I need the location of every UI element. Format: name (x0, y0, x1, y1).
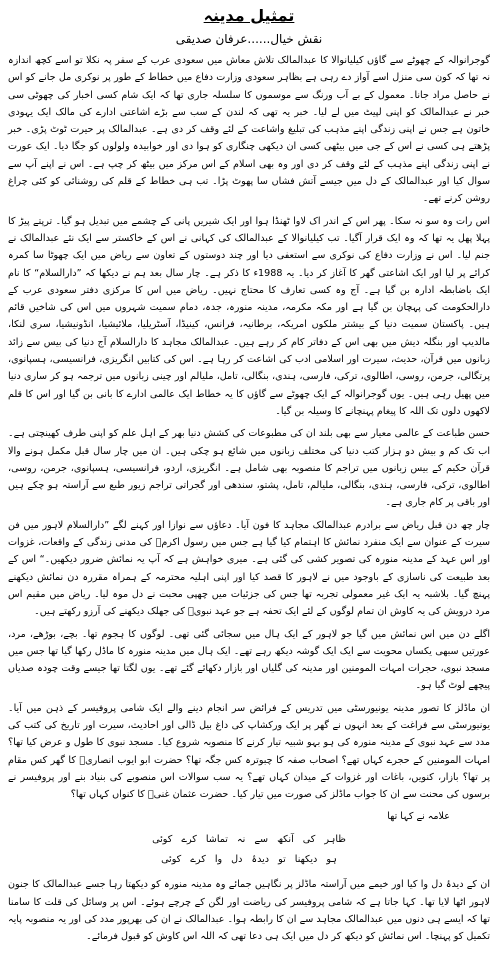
poem-line-2: ہو دیکھنا تو دیدۂ دل وا کرے کوئی (161, 854, 337, 866)
paragraph: ان کے دیدۂ دل وا کیا اور خیمے میں آراستہ ماڈلز پر نگاہیں جمائے وہ مدینہ منورہ کو دیکھتا رہا جسے عبدالمالک کا جنون لاہور اٹھا لایا تھا۔ کہا جاتا ہے کہ شامی پروفیسر کی ریاضت اور لگن کے چرچے ہوئے۔ اس پر وسائل کی قلت کا سامنا تھا کہ ایسے ہی دنوں میں عبدالمالک مجاہد سے ان کا رابطہ ہوا۔ عبدالمالک نے ان کی بھرپور مدد کی اور یہ منصوبہ پایہ تکمیل کو پہنچا۔ اس نمائش کو دیکھ کر دل میں ایک ہی دعا تھی کہ اللہ اس کاوش کو قبول فرمائے۔ (8, 879, 490, 943)
paragraph: اگلے دن میں اس نمائش میں گیا جو لاہور کے ایک ہال میں سجائی گئی تھی۔ لوگوں کا ہجوم تھا۔ بچے، بوڑھے، مرد، عورتیں سبھی یکساں محویت سے ایک ایک گوشہ دیکھ رہے تھے۔ ایک ہال میں مدینہ منورہ کا ماڈل رکھا گیا تھا جس میں مسجد نبوی، حجرات امہات المومنین اور مدینہ کی گلیاں اور بازار دکھائے گئے تھے۔ یوں لگتا تھا جیسے وقت چودہ صدیاں پیچھے لوٹ گیا ہو۔ (8, 628, 490, 692)
paragraph: گوجرانوالہ کے چھوٹے سے گاؤں کیلیانوالا کا عبدالمالک تلاش معاش میں سعودی عرب کے سفر پہ نکلا تو اسے کچھ اندازہ نہ تھا کہ کون سی منزل اسے آواز دے رہی ہے بظاہر سعودی وزارت دفاع میں خطاط کے طور پر نوکری مل جانے کو اس نے حاصل مراد جانا۔ معمول کے بے آب ورنگ سے موسموں کا سلسلہ جاری تھا کہ ایک شام کسی اخبار کی چھوٹی سی خبر نے عبدالمالک کو اپنی لپیٹ میں لے لیا۔ خبر یہ تھی کہ لندن کے سب سے بڑے اشاعتی ادارے کی مالک ایک یہودی خاتون ہے جس نے اپنی زندگی اپنے مذہب کی تبلیغ واشاعت کے لئے وقف کر دی ہے۔ عبدالمالک پر حیرت ٹوٹ پڑی۔ خبر پڑھتے ہی کسی نے اس کے جی میں بیٹھی کسی ان دیکھی چنگاری کو ہوا دی اور خوابیدہ ولولوں کو جگا دیا۔ ایک عورت نے اپنی زندگی اپنے مذہب کے لئے وقف کر دی اور وہ بھی اسلام کے اس مرکز میں بیٹھ کر چپ ہے۔ اس نے اپنے آپ سے سوال کیا اور عبدالمالک کے دل میں جیسے آتش فشاں سا پھوٹ پڑا۔ تب ہی خطاط کے قلم کی روشنائی کو کئی چراغ روشن کرنے تھے۔ (8, 55, 490, 205)
poem-couplet (8, 830, 490, 870)
article-closing (8, 876, 490, 945)
paragraph: چار چھ دن قبل ریاض سے برادرم عبدالمالک مجاہد کا فون آیا۔ دعاؤں سے نوازا اور کہنے لگے ”دارالسلام لاہور میں فن سیرت کے عنوان سے ایک منفرد نمائش کا اہتمام کیا گیا ہے جس میں رسول اکرمﷺ کی مدنی زندگی کے واقعات، غزوات اور اس عہد کے مدینہ منورہ کی تصویر کشی کی گئی ہے۔ میری خواہش ہے کہ آپ یہ نمائش ضرور دیکھیں۔“ اس کے بعد طبیعت کی ناسازی کے باوجود میں نے لاہور کا قصد کیا اور اپنی اہلیہ محترمہ کے ہمراہ مقررہ دن نمائش دیکھنے پہنچ گیا۔ بلاشبہ یہ ایک غیر معمولی تجربہ تھا جس کی جزئیات میں چھپی محبت نے دل موہ لیا۔ ریاض میں مقیم اس مرد درویش کی یہ کاوش ان تمام لوگوں کے لئے ایک تحفہ ہے جو عہد نبویؐ کی جھلک دیکھنے کی آرزو رکھتے ہیں۔ (8, 519, 490, 618)
paragraph: حسن طباعت کے عالمی معیار سے بھی بلند ان کی مطبوعات کی کشش دنیا بھر کے اہل علم کو اپنی طرف کھینچتی ہے۔ اب تک کم و بیش دو ہزار کتب دنیا کی مختلف زبانوں میں شائع ہو چکی ہیں۔ ان میں چار سال قبل مکمل ہونے والا قرآن حکیم کے بیس زبانوں میں تراجم کا منصوبہ بھی شامل ہے۔ انگریزی، اردو، فرانسیسی، ہسپانوی، جرمن، روسی، اطالوی، ترکی، فارسی، ہندی، بنگالی، ملیالم، تامل، پشتو، سندھی اور گجراتی تراجم زیور طبع سے آراستہ ہو چکے ہیں اور باقی پر کام جاری ہے۔ (8, 428, 490, 509)
poem-intro: علامہ نے کہا تھا (387, 811, 450, 823)
paragraph: اس رات وہ سو نہ سکا۔ پھر اس کے اندر اک لاوا ٹھنڈا ہوا اور ایک شیریں پانی کے چشمے میں تبدیل ہو گیا۔ ترپتے پیڑ کا پہلا پھل یہ تھا کہ وہ ایک قرار آگیا۔ تب کیلیانوالا کے عبدالمالک کی کہانی نے اس کے خاکستر سے ایک نئے عبدالمالک نے جنم لیا۔ اس نے وزارت دفاع کی نوکری سے استعفی دیا اور چند دوستوں کے تعاون سے ریاض میں ایک چھوٹا سا کمرہ کرائے پر لیا اور ایک اشاعتی گھر کا آغاز کر دیا۔ یہ 1988ء کا ذکر ہے۔ چار سال بعد ہم نے دیکھا کہ ”دارالسلام“ کا نام ایک باضابطہ ادارہ بن گیا ہے۔ آج وہ کسی تعارف کا محتاج نہیں۔ ریاض میں اس کا مرکزی دفتر سعودی عرب کے دارالحکومت کی پہچان بن گیا ہے اور مکہ مکرمہ، مدینہ منورہ، جدہ، دمام سمیت شہروں میں اس کی شاخیں قائم ہیں۔ پاکستان سمیت دنیا کے بیشتر ملکوں امریکہ، برطانیہ، فرانس، کینیڈا، آسٹریلیا، ملائیشیا، انڈونیشیا، سری لنکا، مالدیپ اور بنگلہ دیش میں بھی اس کے دفاتر کام کر رہے ہیں۔ عبدالمالک مجاہد کا دارالسلام آج دنیا کی بیس سے زائد زبانوں میں قرآن، حدیث، سیرت اور اسلامی ادب کی اشاعت کر رہا ہے۔ اس کی کتابیں انگریزی، فرانسیسی، ہسپانوی، پرتگالی، جرمن، روسی، اطالوی، ترکی، فارسی، ہندی، بنگالی، تامل، ملیالم اور چینی زبانوں میں ترجمہ ہو کر ساری دنیا میں پھیل رہی ہیں۔ یوں گوجرانوالہ کے ایک چھوٹے سے گاؤں کا یہ خطاط ایک عالمی ادارے کا بانی بن گیا اور اس کا قلم لاکھوں دلوں تک اللہ کا پیغام پہنچانے کا وسیلہ بن گیا۔ (8, 215, 490, 417)
article-body (8, 52, 490, 803)
paragraph: ان ماڈلز کا تصور مدینہ یونیورسٹی میں تدریس کے فرائض سر انجام دینے والے ایک شامی پروفیسر کے ذہن میں آیا۔ یونیورسٹی سے فراغت کے بعد انہوں نے گھر پر ایک ورکشاپ کی داغ بیل ڈالی اور احادیث، سیرت اور تاریخ کی کتب کی مدد سے عہد نبوی کے مدینہ منورہ کی ہو بہو شبیہ تیار کرنے کا منصوبہ شروع کیا۔ مسجد نبوی کا طول و عرض کیا تھا؟ امہات المومنین کے حجرے کہاں تھے؟ اصحاب صفہ کا چبوترہ کس جگہ تھا؟ حضرت ابو ایوب انصاریؓ کا گھر کس مقام پر تھا؟ بازار، کنویں، باغات اور غزوات کے میدان کہاں تھے؟ یہ سب سوالات اس منصوبے کی بنیاد بنے اور پروفیسر نے برسوں کی محنت سے ان کا جواب ماڈلز کی صورت میں تیار کیا۔ حضرت عثمان غنیؓ کا کنواں کہاں تھا؟ (8, 702, 490, 801)
column-title: تمثیل مدینہ (203, 6, 295, 25)
column-byline: نقش خیال......عرفان صدیقی (175, 32, 323, 46)
poem-line-1: ظاہر کی آنکھ سے نہ تماشا کرے کوئی (152, 834, 346, 846)
